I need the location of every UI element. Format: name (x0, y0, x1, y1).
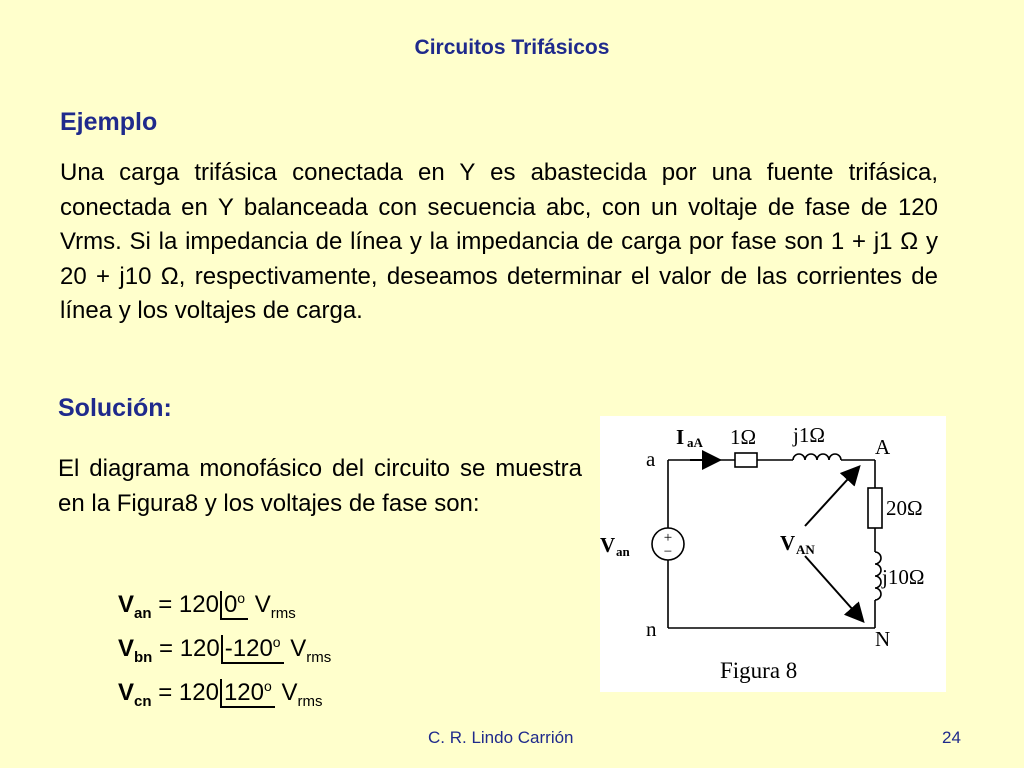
angle-symbol: 0$^o$ (220, 591, 248, 620)
example-paragraph: Una carga trifásica conectada en Y es abastecida por una fuente trifásica, conectada en Y balanceada con secuencia abc, con un voltaje de fase de 120 Vrms. Si la impedancia de línea y la impedancia de carga por fase son 1 + j1 Ω y 20 + j10 Ω, respectivamente, deseamos determinar el valor de las corrientes de línea y los voltajes de carga. (60, 159, 938, 324)
source-sub: an (616, 544, 630, 559)
line-reactance-label: j1Ω (793, 423, 825, 447)
node-n-label: n (646, 617, 657, 641)
figure-caption: Figura 8 (720, 658, 798, 683)
current-label: I (676, 425, 685, 449)
node-N-label: N (875, 627, 891, 651)
load-voltage-label: V (780, 531, 796, 555)
circuit-diagram (600, 416, 946, 692)
van-arrow-down (805, 556, 862, 620)
source-minus: − (663, 544, 673, 560)
line-resistor (735, 453, 757, 467)
equation-vcn: $V_{cn} = 120$ 120$^o$ $V_{rms}$ (118, 678, 323, 710)
node-a-label: a (646, 447, 656, 471)
line-resistance-label: 1Ω (730, 425, 757, 449)
example-heading: Ejemplo (60, 108, 158, 136)
line-inductor (793, 454, 841, 460)
page-number: 24 (942, 728, 961, 747)
footer-author: C. R. Lindo Carrión (428, 728, 574, 747)
current-sub: aA (687, 435, 703, 450)
circuit-figure (600, 416, 946, 692)
load-reactance-label: j10Ω (882, 565, 925, 589)
node-A-label: A (875, 435, 891, 459)
load-inductor (875, 552, 881, 600)
load-resistance-label: 20Ω (886, 496, 923, 520)
load-resistor (868, 488, 882, 528)
van-arrow-up (805, 468, 858, 526)
angle-symbol: 120$^o$ (220, 679, 275, 708)
solution-paragraph: El diagrama monofásico del circuito se muestra en la Figura8 y los voltajes de fase son: (58, 455, 582, 517)
source-label: V (600, 533, 616, 557)
source-plus: + (663, 530, 673, 546)
slide-title: Circuitos Trifásicos (414, 36, 610, 59)
solution-heading: Solución: (58, 394, 172, 422)
angle-symbol: -120$^o$ (221, 635, 284, 664)
load-voltage-sub: AN (796, 542, 815, 557)
equation-vbn: $V_{bn} = 120$ -120$^o$ $V_{rms}$ (118, 634, 332, 666)
phase-voltage-equations (118, 578, 331, 710)
equation-van: $V_{an} = 120$ 0$^o$ $V_{rms}$ (118, 590, 296, 622)
